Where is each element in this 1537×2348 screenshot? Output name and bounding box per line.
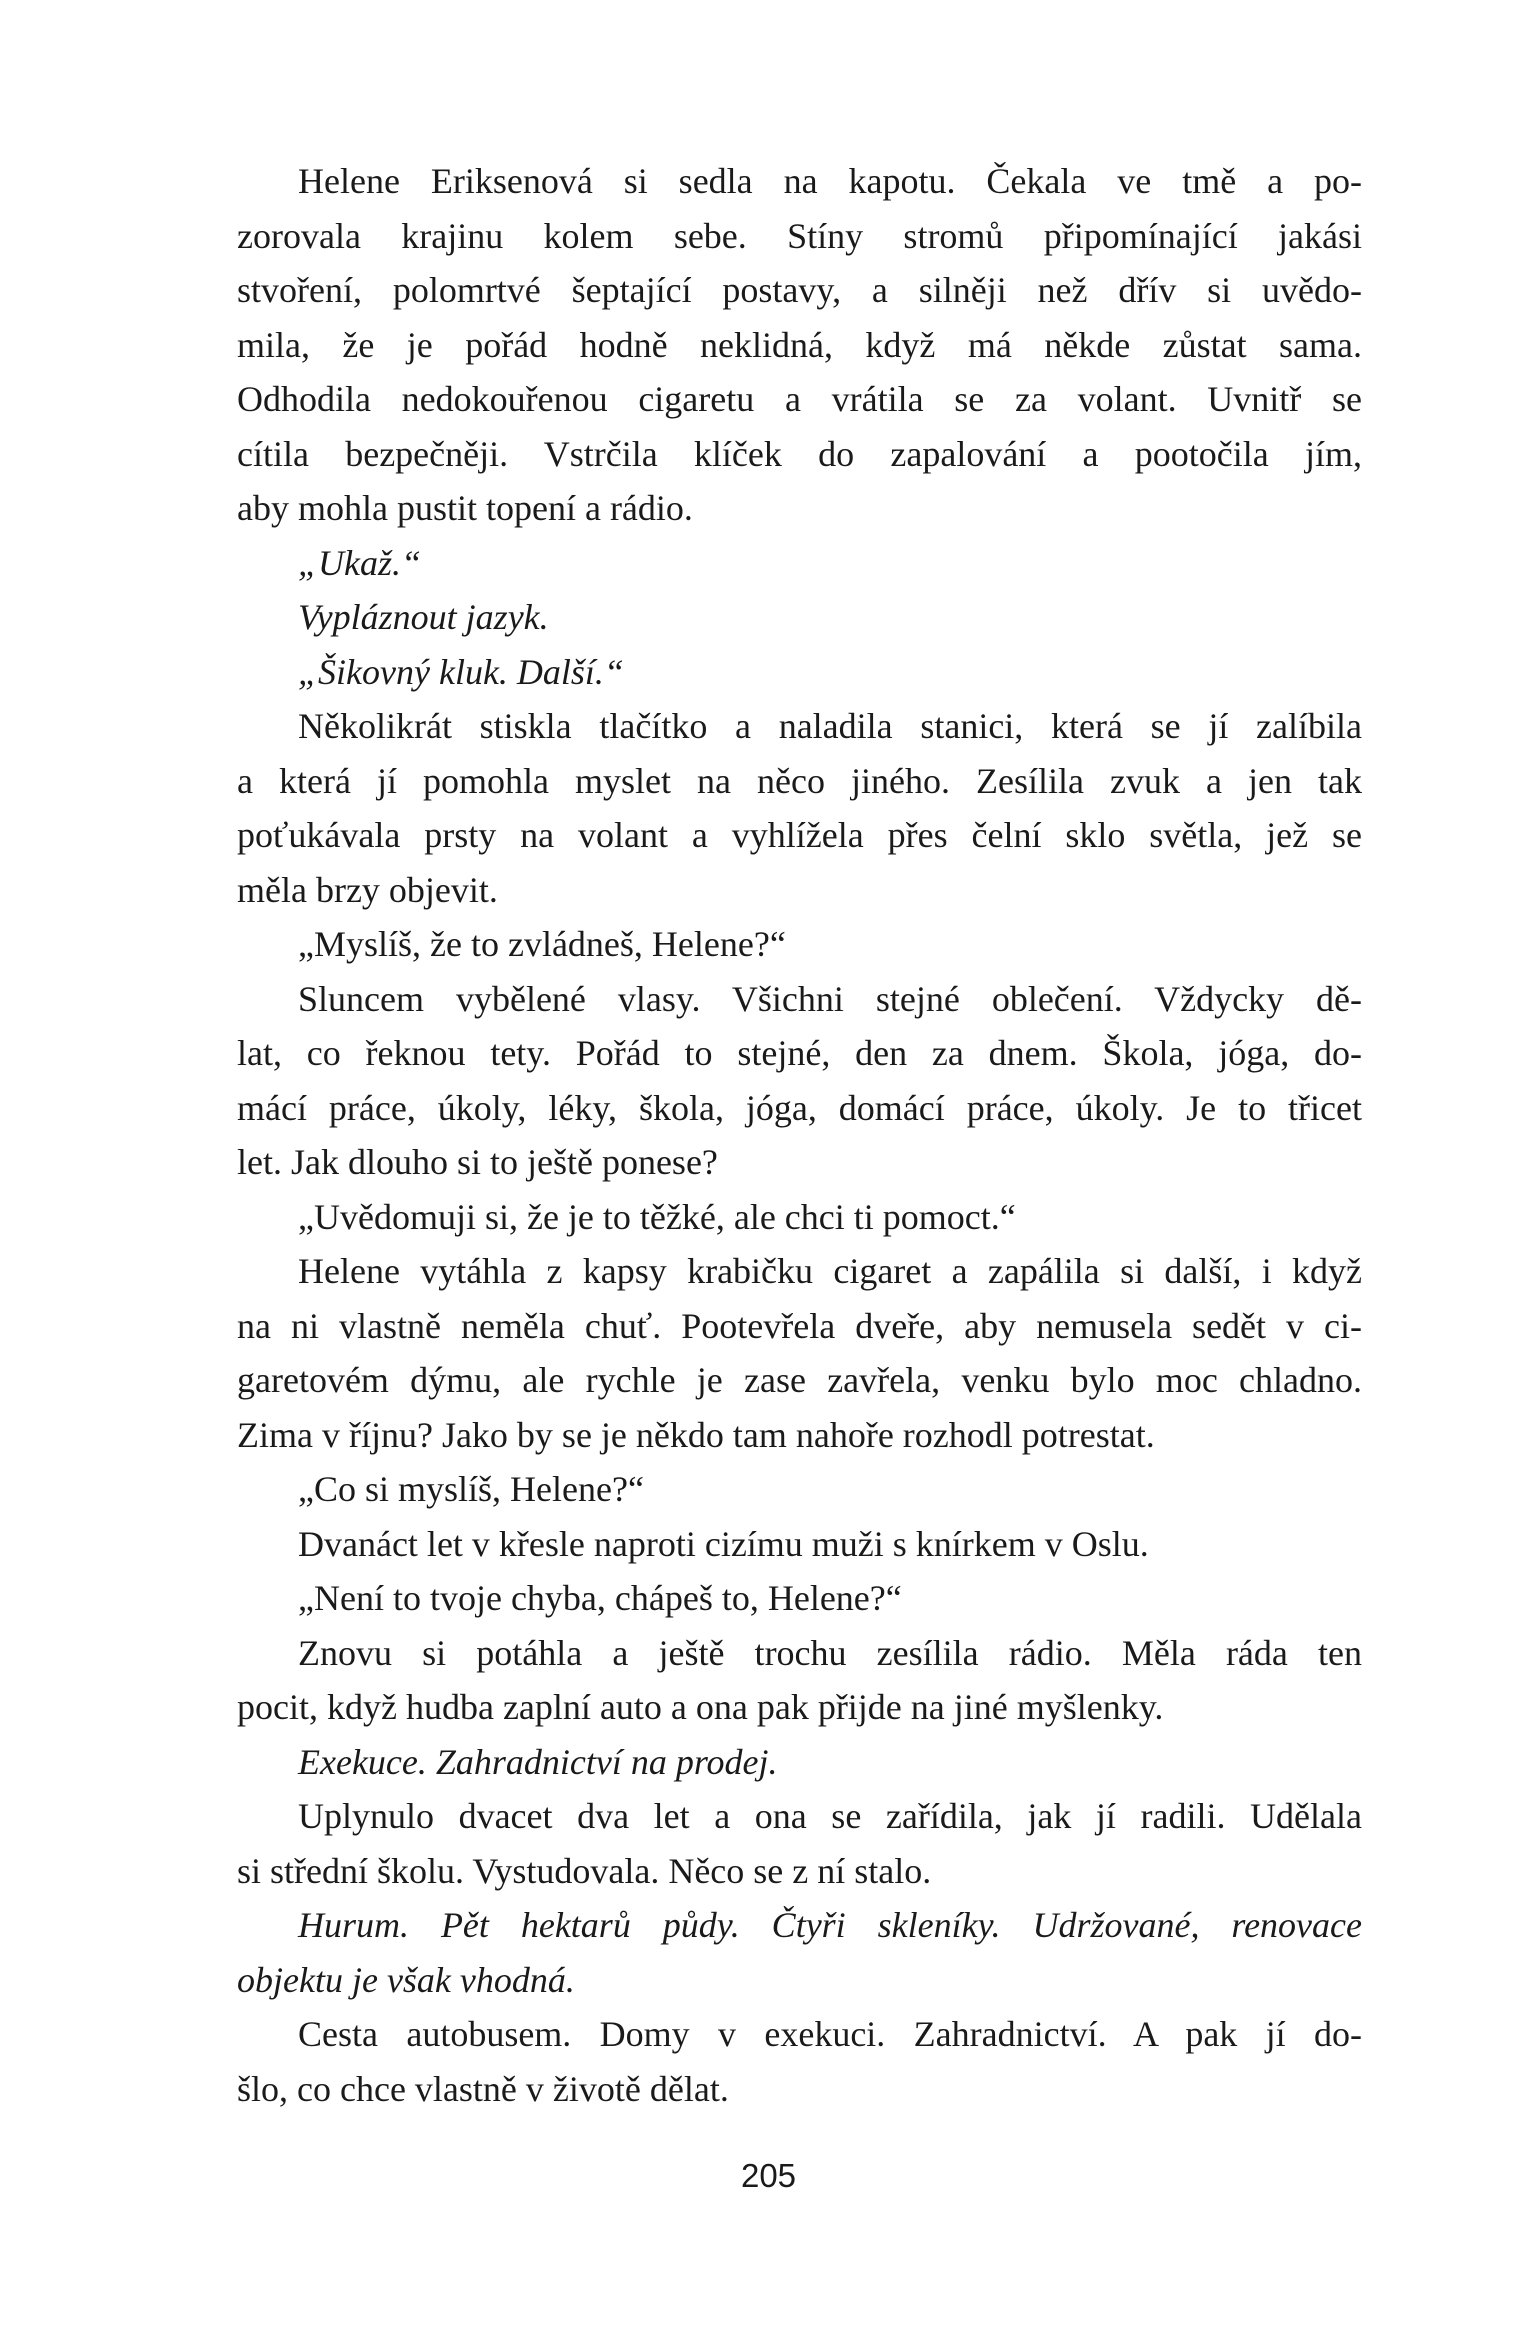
text-line: let. Jak dlouho si to ještě ponese? xyxy=(237,1142,718,1182)
body-text xyxy=(237,154,1362,2116)
text-line: poťukávala prsty na volant a vyhlížela přes čelní sklo světla, jež se xyxy=(237,815,1362,855)
text-line: Znovu si potáhla a ještě trochu zesílila rádio. Měla ráda ten xyxy=(298,1632,1362,1673)
text-line: Helene vytáhla z kapsy krabičku cigaret a zapálila si další, i když xyxy=(298,1251,1362,1291)
text-line: „Co si myslíš, Helene?“ xyxy=(298,1469,644,1509)
text-line: garetovém dýmu, ale rychle je zase zavřela, venku bylo moc chladno. xyxy=(237,1360,1362,1400)
text-line: Uplynulo dvacet dva let a ona se zařídila, jak jí radili. Udělala xyxy=(298,1796,1362,1836)
text-line: Sluncem vybělené vlasy. Všichni stejné oblečení. Vždycky dě- xyxy=(298,978,1362,1019)
page-number: 205 xyxy=(740,2157,797,2194)
text-line: na ni vlastně neměla chuť. Pootevřela dveře, aby nemusela sedět v ci- xyxy=(237,1305,1362,1346)
text-line: Odhodila nedokouřenou cigaretu a vrátila se za volant. Uvnitř se xyxy=(237,379,1362,419)
text-line: „Ukaž.“ xyxy=(298,542,422,583)
text-line: zorovala krajinu kolem sebe. Stíny stromů připomínající jakási xyxy=(237,215,1362,256)
text-line: aby mohla pustit topení a rádio. xyxy=(237,488,693,528)
text-line: objektu je však vhodná. xyxy=(237,1959,575,2000)
text-line: Vypláznout jazyk. xyxy=(298,597,549,637)
text-line: Cesta autobusem. Domy v exekuci. Zahradnictví. A pak jí do- xyxy=(298,2014,1362,2054)
text-line: „Šikovný kluk. Další.“ xyxy=(298,651,624,692)
text-line: Hurum. Pět hektarů půdy. Čtyři skleníky. Udržované, renovace xyxy=(298,1905,1362,1945)
text-line: si střední školu. Vystudovala. Něco se z ní stalo. xyxy=(237,1850,932,1891)
text-line: „Není to tvoje chyba, chápeš to, Helene?“ xyxy=(298,1578,902,1618)
text-line: šlo, co chce vlastně v životě dělat. xyxy=(237,2068,729,2109)
text-line: „Myslíš, že to zvládneš, Helene?“ xyxy=(298,924,786,964)
text-line: lat, co řeknou tety. Pořád to stejné, den za dnem. Škola, jóga, do- xyxy=(237,1033,1362,1073)
text-line: Helene Eriksenová si sedla na kapotu. Čekala ve tmě a po- xyxy=(298,161,1362,201)
text-line: Zima v říjnu? Jako by se je někdo tam nahoře rozhodl potrestat. xyxy=(237,1414,1155,1455)
text-line: cítila bezpečněji. Vstrčila klíček do zapalování a pootočila jím, xyxy=(237,433,1362,474)
text-line: a která jí pomohla myslet na něco jiného. Zesílila zvuk a jen tak xyxy=(237,760,1362,801)
text-line: pocit, když hudba zaplní auto a ona pak přijde na jiné myšlenky. xyxy=(237,1687,1164,1727)
text-line: Exekuce. Zahradnictví na prodej. xyxy=(298,1741,778,1782)
text-line: mila, že je pořád hodně neklidná, když má někde zůstat sama. xyxy=(237,324,1362,365)
text-line: mácí práce, úkoly, léky, škola, jóga, domácí práce, úkoly. Je to třicet xyxy=(237,1087,1362,1128)
text-line: stvoření, polomrtvé šeptající postavy, a silněji než dřív si uvědo- xyxy=(237,270,1362,310)
text-line: Dvanáct let v křesle naproti cizímu muži s knírkem v Oslu. xyxy=(298,1523,1149,1564)
text-line: Několikrát stiskla tlačítko a naladila stanici, která se jí zalíbila xyxy=(298,706,1362,746)
text-line: „Uvědomuji si, že je to těžké, ale chci ti pomoct.“ xyxy=(298,1196,1016,1237)
text-line: měla brzy objevit. xyxy=(237,869,498,910)
